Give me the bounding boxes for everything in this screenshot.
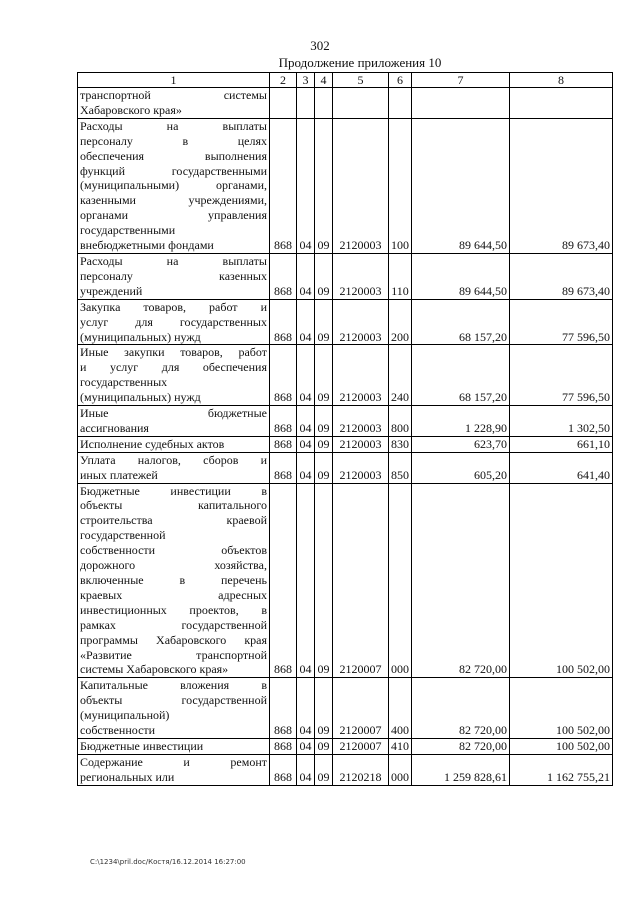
description-line: краевых адресных bbox=[80, 587, 267, 602]
expense-type-code: 800 bbox=[389, 406, 412, 437]
expense-type-code: 400 bbox=[389, 678, 412, 739]
description-line: (муниципальных) нужд bbox=[80, 390, 201, 405]
amount-2016: 89 673,40 bbox=[510, 118, 613, 253]
description-line: включенные в перечень bbox=[80, 573, 267, 587]
target-code bbox=[333, 88, 389, 119]
ministry-code: 868 bbox=[270, 406, 297, 437]
expense-type-code: 830 bbox=[389, 436, 412, 452]
description-line: органами управления bbox=[80, 208, 267, 223]
ministry-code: 868 bbox=[270, 678, 297, 739]
page-number: 302 bbox=[310, 38, 330, 53]
budget-table bbox=[77, 72, 613, 786]
table-row bbox=[78, 118, 613, 253]
target-code: 2120003 bbox=[333, 253, 389, 299]
description-line: Содержание и ремонт bbox=[80, 754, 267, 769]
amount-2015: 82 720,00 bbox=[412, 483, 510, 678]
description-line: строительства краевой bbox=[80, 513, 267, 528]
row-description bbox=[78, 299, 270, 345]
description-line: внебюджетными фондами bbox=[80, 238, 214, 253]
ministry-code: 868 bbox=[270, 118, 297, 253]
table-row bbox=[78, 738, 613, 754]
section-code: 04 bbox=[297, 118, 315, 253]
amount-2016: 89 673,40 bbox=[510, 253, 613, 299]
subsection-code: 09 bbox=[315, 436, 333, 452]
table-row bbox=[78, 406, 613, 437]
amount-2016: 100 502,00 bbox=[510, 678, 613, 739]
amount-2016: 77 596,50 bbox=[510, 299, 613, 345]
description-line: системы Хабаровского края» bbox=[80, 662, 229, 677]
subsection-code: 09 bbox=[315, 118, 333, 253]
section-code bbox=[297, 88, 315, 119]
expense-type-code: 110 bbox=[389, 253, 412, 299]
section-code: 04 bbox=[297, 483, 315, 678]
target-code: 2120003 bbox=[333, 345, 389, 406]
row-description bbox=[78, 754, 270, 785]
description-line: собственности объектов bbox=[80, 543, 267, 558]
subsection-code: 09 bbox=[315, 345, 333, 406]
target-code: 2120003 bbox=[333, 118, 389, 253]
section-code: 04 bbox=[297, 452, 315, 483]
header-col-8: 8 bbox=[510, 73, 613, 88]
target-code: 2120218 bbox=[333, 754, 389, 785]
expense-type-code: 000 bbox=[389, 754, 412, 785]
amount-2016: 77 596,50 bbox=[510, 345, 613, 406]
description-line: функций государственными bbox=[80, 163, 267, 178]
amount-2015: 623,70 bbox=[412, 436, 510, 452]
amount-2016: 641,40 bbox=[510, 452, 613, 483]
row-description bbox=[78, 253, 270, 299]
table-row bbox=[78, 483, 613, 678]
header-col-5: 5 bbox=[333, 73, 389, 88]
expense-type-code: 000 bbox=[389, 483, 412, 678]
row-description bbox=[78, 345, 270, 406]
description-line: государственными bbox=[80, 223, 176, 238]
row-description bbox=[78, 436, 270, 452]
section-code: 04 bbox=[297, 345, 315, 406]
amount-2016: 661,10 bbox=[510, 436, 613, 452]
description-line: Хабаровского края» bbox=[80, 102, 182, 117]
description-line: (муниципальными) органами, bbox=[80, 178, 267, 193]
section-code: 04 bbox=[297, 253, 315, 299]
row-description bbox=[78, 406, 270, 437]
section-code: 04 bbox=[297, 738, 315, 754]
header-col-6: 6 bbox=[389, 73, 412, 88]
description-line: (муниципальных) нужд bbox=[80, 329, 201, 344]
amount-2015: 1 259 828,61 bbox=[412, 754, 510, 785]
row-description bbox=[78, 738, 270, 754]
description-line: инвестиционных проектов, в bbox=[80, 602, 267, 617]
ministry-code: 868 bbox=[270, 253, 297, 299]
amount-2015: 1 228,90 bbox=[412, 406, 510, 437]
row-description bbox=[78, 118, 270, 253]
description-line: казенными учреждениями, bbox=[80, 193, 267, 208]
expense-type-code: 850 bbox=[389, 452, 412, 483]
description-line: объекты государственной bbox=[80, 693, 267, 708]
section-code: 04 bbox=[297, 299, 315, 345]
row-description bbox=[78, 88, 270, 119]
amount-2015 bbox=[412, 88, 510, 119]
section-code: 04 bbox=[297, 406, 315, 437]
ministry-code: 868 bbox=[270, 738, 297, 754]
description-line: региональных или bbox=[80, 769, 175, 784]
description-line: учреждений bbox=[80, 283, 143, 298]
row-description bbox=[78, 483, 270, 678]
description-line: Уплата налогов, сборов и bbox=[80, 452, 267, 467]
description-line: собственности bbox=[80, 723, 156, 738]
description-line: Бюджетные инвестиции в bbox=[80, 483, 267, 498]
expense-type-code bbox=[389, 88, 412, 119]
description-line: программы Хабаровского края bbox=[80, 632, 267, 647]
description-line: государственных bbox=[80, 375, 168, 390]
amount-2016: 1 162 755,21 bbox=[510, 754, 613, 785]
document-footer: C:\1234\pril.doc/Костя/16.12.2014 16:27:00 bbox=[90, 858, 246, 866]
expense-type-code: 410 bbox=[389, 738, 412, 754]
description-line: услуг для государственных bbox=[80, 314, 267, 329]
section-code: 04 bbox=[297, 678, 315, 739]
description-line: персоналу в целях bbox=[80, 133, 267, 148]
description-line: обеспечения выполнения bbox=[80, 148, 267, 163]
ministry-code: 868 bbox=[270, 436, 297, 452]
amount-2015: 82 720,00 bbox=[412, 738, 510, 754]
ministry-code bbox=[270, 88, 297, 119]
section-code: 04 bbox=[297, 436, 315, 452]
target-code: 2120007 bbox=[333, 738, 389, 754]
section-code: 04 bbox=[297, 754, 315, 785]
table-row bbox=[78, 754, 613, 785]
subsection-code: 09 bbox=[315, 406, 333, 437]
ministry-code: 868 bbox=[270, 345, 297, 406]
ministry-code: 868 bbox=[270, 754, 297, 785]
amount-2015: 89 644,50 bbox=[412, 253, 510, 299]
subsection-code: 09 bbox=[315, 299, 333, 345]
subsection-code: 09 bbox=[315, 754, 333, 785]
description-line: (муниципальной) bbox=[80, 708, 170, 723]
table-row bbox=[78, 253, 613, 299]
subsection-code: 09 bbox=[315, 452, 333, 483]
amount-2016: 100 502,00 bbox=[510, 483, 613, 678]
description-line: Исполнение судебных актов bbox=[80, 436, 225, 451]
header-col-1: 1 bbox=[78, 73, 270, 88]
table-row bbox=[78, 299, 613, 345]
expense-type-code: 240 bbox=[389, 345, 412, 406]
description-line: государственной bbox=[80, 528, 166, 543]
target-code: 2120007 bbox=[333, 483, 389, 678]
target-code: 2120003 bbox=[333, 452, 389, 483]
description-line: ассигнования bbox=[80, 420, 149, 435]
target-code: 2120003 bbox=[333, 436, 389, 452]
table-row bbox=[78, 88, 613, 119]
subsection-code: 09 bbox=[315, 483, 333, 678]
table-row bbox=[78, 345, 613, 406]
description-line: дорожного хозяйства, bbox=[80, 558, 267, 573]
amount-2015: 82 720,00 bbox=[412, 678, 510, 739]
header-col-3: 3 bbox=[297, 73, 315, 88]
description-line: иных платежей bbox=[80, 467, 158, 482]
subsection-code bbox=[315, 88, 333, 119]
amount-2015: 89 644,50 bbox=[412, 118, 510, 253]
description-line: персоналу казенных bbox=[80, 268, 267, 283]
subsection-code: 09 bbox=[315, 678, 333, 739]
table-row bbox=[78, 678, 613, 739]
target-code: 2120007 bbox=[333, 678, 389, 739]
amount-2016 bbox=[510, 88, 613, 119]
table-row bbox=[78, 452, 613, 483]
ministry-code: 868 bbox=[270, 299, 297, 345]
amount-2015: 605,20 bbox=[412, 452, 510, 483]
expense-type-code: 100 bbox=[389, 118, 412, 253]
description-line: Бюджетные инвестиции bbox=[80, 738, 204, 753]
description-line: «Развитие транспортной bbox=[80, 647, 267, 662]
subsection-code: 09 bbox=[315, 738, 333, 754]
target-code: 2120003 bbox=[333, 406, 389, 437]
expense-type-code: 200 bbox=[389, 299, 412, 345]
amount-2015: 68 157,20 bbox=[412, 299, 510, 345]
row-description bbox=[78, 678, 270, 739]
header-row bbox=[78, 73, 613, 88]
ministry-code: 868 bbox=[270, 452, 297, 483]
description-line: Иные бюджетные bbox=[80, 406, 267, 421]
subsection-code: 09 bbox=[315, 253, 333, 299]
ministry-code: 868 bbox=[270, 483, 297, 678]
amount-2016: 100 502,00 bbox=[510, 738, 613, 754]
description-line: Расходы на выплаты bbox=[80, 253, 267, 268]
row-description bbox=[78, 452, 270, 483]
continuation-title: Продолжение приложения 10 bbox=[278, 55, 442, 70]
target-code: 2120003 bbox=[333, 299, 389, 345]
table-row bbox=[78, 436, 613, 452]
description-line: Закупка товаров, работ и bbox=[80, 299, 267, 314]
description-line: объекты капитального bbox=[80, 498, 267, 513]
header-col-2: 2 bbox=[270, 73, 297, 88]
header-col-7: 7 bbox=[412, 73, 510, 88]
description-line: Расходы на выплаты bbox=[80, 118, 267, 133]
header-col-4: 4 bbox=[315, 73, 333, 88]
description-line: транспортной системы bbox=[80, 88, 267, 102]
description-line: Иные закупки товаров, работ bbox=[80, 345, 267, 360]
amount-2016: 1 302,50 bbox=[510, 406, 613, 437]
description-line: Капитальные вложения в bbox=[80, 678, 267, 693]
description-line: и услуг для обеспечения bbox=[80, 360, 267, 375]
amount-2015: 68 157,20 bbox=[412, 345, 510, 406]
description-line: рамках государственной bbox=[80, 617, 267, 632]
